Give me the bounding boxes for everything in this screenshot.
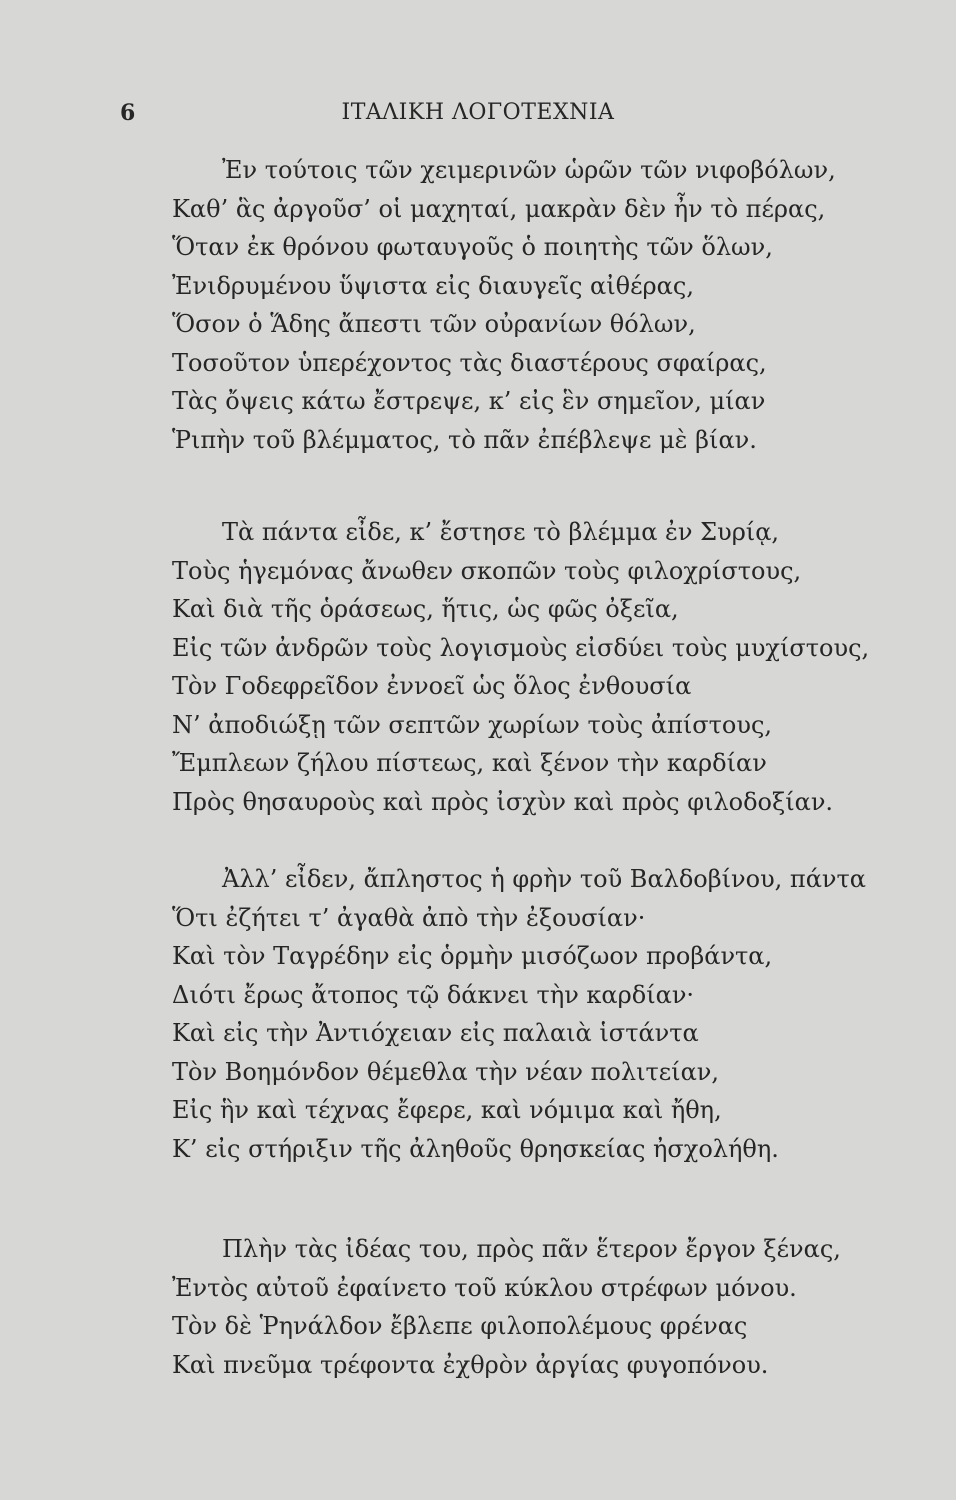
verse-line: Εἰς τῶν ἀνδρῶν τοὺς λογισμοὺς εἰσδύει τοὺς μυχίστους,	[172, 633, 870, 662]
verse-line: Καὶ εἰς τὴν Ἀντιόχειαν εἰς παλαιὰ ἱστάντα	[172, 1019, 699, 1047]
verse-line: Ἀλλ’ εἶδεν, ἄπληστος ἡ φρὴν τοῦ Βαλδοβίνου, πάντα	[222, 865, 866, 893]
stanza-3	[172, 860, 916, 1168]
verse-line: Πρὸς θησαυροὺς καὶ πρὸς ἰσχὺν καὶ πρὸς φιλοδοξίαν.	[172, 787, 834, 816]
verse-line: Τὸν Βοημόνδον θέμεθλα τὴν νέαν πολιτείαν,	[172, 1057, 720, 1086]
verse-line: Τὰ πάντα εἶδε, κ’ ἔστησε τὸ βλέμμα ἐν Συρίᾳ,	[222, 518, 780, 546]
stanza-4	[172, 1230, 916, 1384]
verse-line: Τὸν δὲ Ῥηνάλδον ἔβλεπε φιλοπολέμους φρένας	[172, 1312, 748, 1340]
verse-line: Ν’ ἀποδιώξῃ τῶν σεπτῶν χωρίων τοὺς ἀπίστους,	[172, 710, 773, 739]
verse-line: Ἔμπλεων ζήλου πίστεως, καὶ ξένον τὴν καρδίαν	[172, 749, 767, 777]
stanza-2	[172, 513, 916, 821]
stanza-1	[172, 151, 916, 459]
verse-line: Τὸν Γοδεφρεῖδον ἐννοεῖ ὡς ὅλος ἐνθουσία	[172, 672, 692, 700]
verse-line: Ἐνιδρυμένου ὕψιστα εἰς διαυγεῖς αἰθέρας,	[172, 271, 694, 300]
verse-line: Καθ’ ἃς ἀργοῦσ’ οἱ μαχηταί, μακρὰν δὲν ἦν τὸ πέρας,	[172, 194, 826, 223]
verse-line: Ἐν τούτοις τῶν χειμερινῶν ὡρῶν τῶν νιφοβόλων,	[222, 156, 836, 184]
verse-line: Ὅταν ἐκ θρόνου φωταυγοῦς ὁ ποιητὴς τῶν ὅλων,	[172, 233, 773, 261]
verse-line: Ὅσον ὁ Ἅδης ἄπεστι τῶν οὐρανίων θόλων,	[172, 310, 696, 338]
running-title: ΙΤΑΛΙΚΗ ΛΟΓΟΤΕΧΝΙΑ	[341, 100, 615, 125]
verse-line: Πλὴν τὰς ἰδέας του, πρὸς πᾶν ἕτερον ἔργον ξένας,	[222, 1235, 841, 1263]
page-number: 6	[120, 100, 136, 126]
verse-line: Ἐντὸς αὐτοῦ ἐφαίνετο τοῦ κύκλου στρέφων μόνου.	[172, 1273, 797, 1302]
verse-line: Ῥιπὴν τοῦ βλέμματος, τὸ πᾶν ἐπέβλεψε μὲ βίαν.	[172, 425, 757, 454]
verse-line: Κ’ εἰς στήριξιν τῆς ἀληθοῦς θρησκείας ἠσχολήθη.	[172, 1134, 779, 1163]
verse-line: Διότι ἔρως ἄτοπος τῷ δάκνει τὴν καρδίαν·	[172, 980, 695, 1009]
verse-line: Καὶ διὰ τῆς ὁράσεως, ἥτις, ὡς φῶς ὀξεῖα,	[172, 595, 679, 623]
verse-line: Καὶ πνεῦμα τρέφοντα ἐχθρὸν ἀργίας φυγοπόνου.	[172, 1350, 769, 1379]
verse-line: Τοὺς ἡγεμόνας ἄνωθεν σκοπῶν τοὺς φιλοχρίστους,	[172, 556, 802, 585]
verse-line: Εἰς ἣν καὶ τέχνας ἔφερε, καὶ νόμιμα καὶ ἤθη,	[172, 1096, 722, 1124]
verse-line: Καὶ τὸν Ταγρέδην εἰς ὁρμὴν μισόζωον προβάντα,	[172, 942, 773, 970]
verse-line: Τοσοῦτον ὑπερέχοντος τὰς διαστέρους σφαίρας,	[172, 348, 767, 377]
verse-line: Τὰς ὄψεις κάτω ἔστρεψε, κ’ εἰς ἓν σημεῖον, μίαν	[172, 387, 766, 415]
verse-line: Ὅτι ἐζήτει τ’ ἀγαθὰ ἀπὸ τὴν ἐξουσίαν·	[172, 903, 646, 932]
